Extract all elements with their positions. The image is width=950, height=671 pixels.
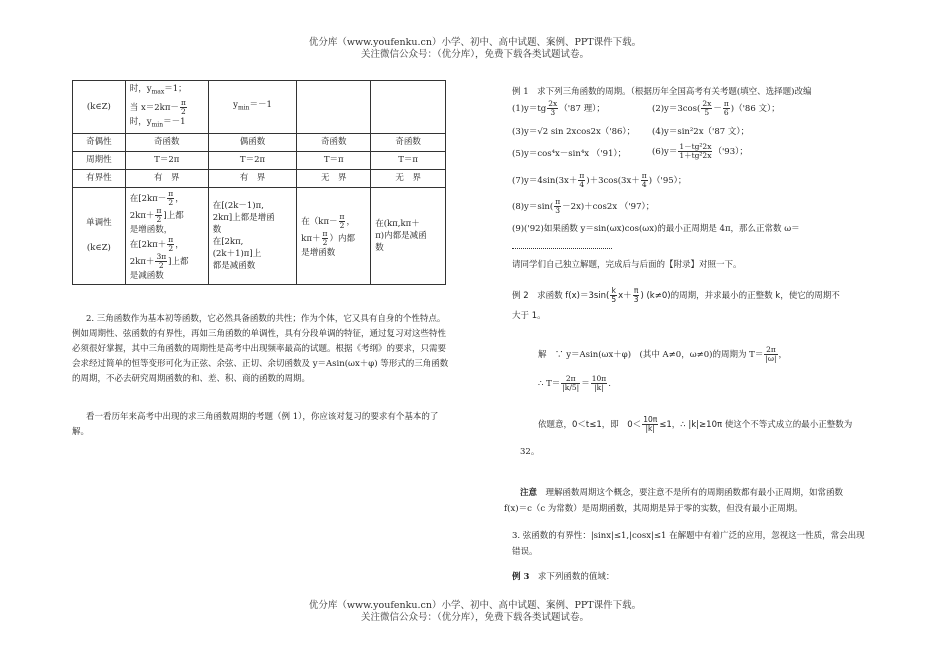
fraction: [180, 99, 187, 116]
fraction: [339, 213, 346, 230]
numerator: π: [180, 97, 186, 107]
right-column: [504, 0, 907, 671]
table-cell: [208, 81, 297, 134]
cell-text: ＝1；: [164, 84, 187, 94]
math-text: ＝: [581, 379, 590, 389]
footer-line-1: 优分库（www.youfenku.cn）小学、初中、高中试题、案例、PPT课件下载。: [308, 600, 642, 611]
example-text: 求下列函数的值域：: [537, 572, 615, 582]
example-1-item-7: [512, 172, 686, 189]
table-cell: [371, 188, 446, 285]
cell-text: 在[2kπ－: [129, 194, 167, 205]
example-1-item-4: (4)y＝sin²2x（'87 文）；: [652, 127, 750, 137]
cell-text: ]上都: [168, 257, 189, 268]
example-title: 例 3: [512, 572, 530, 582]
table-row: [73, 134, 446, 152]
cell-text: ＝－1: [163, 116, 186, 127]
cell-text: ）内都: [329, 234, 355, 245]
paragraph-text: 2. 三角函数作为基本初等函数，它必然具备函数的共性；作为个体，它又具有自身的个性特点。例如周期性、弦函数的有界性，再如三角函数的单调性，具有分段单调的特征，通过复习对这些特性必须很好掌握，其中三角函数的周期性是高考中出现频率最高的试题。根据《考纲》的要求，只需要会求经过简单的恒等变形可化为正弦、余弦、正切、余切函数及 y＝Asin(ωx＋φ) 等形式的三角函数的周期，不必去研究周期函数的和、差、积、商的函数的周期。: [72, 314, 449, 384]
row-label: 周期性: [73, 152, 126, 170]
numerator: 3π: [156, 252, 167, 262]
table-cell: 偶函数: [208, 134, 297, 152]
numerator: 1－tg²2x: [679, 142, 712, 151]
paragraph-3: [72, 410, 452, 440]
note-line-1: [520, 486, 843, 498]
numerator: π: [579, 171, 585, 180]
table-cell: T＝2π: [208, 152, 297, 170]
row-label: (k∈Z): [86, 243, 111, 254]
math-text: 解 ∵ y＝Asin(ωx＋φ) (其中 A≠0，ω≠0)的周期为 T＝: [538, 350, 764, 360]
math-text: )（'86 文）；: [730, 104, 780, 114]
example-1-item-9: (9)('92)如果函数 y＝sin(ωx)cos(ωx)的最小正周期是 4π，那么正常数 ω＝: [512, 224, 800, 234]
cell-line: 是增函数: [301, 248, 336, 259]
cell-line: 2kπ]上都是增函: [212, 213, 275, 224]
example-1-item-6: [652, 143, 748, 160]
cell-text: 在[2kπ＋: [129, 240, 167, 251]
note-title: 注意: [520, 488, 538, 498]
cell-text: 2kπ＋: [129, 211, 155, 222]
row-label: (k∈Z): [86, 101, 111, 112]
table-cell: T＝2π: [125, 152, 208, 170]
denominator: 3: [633, 295, 639, 304]
numerator: 2x: [548, 99, 558, 108]
example-1-item-3: (3)y＝√2 sin 2xcos2x（'86）；: [512, 127, 636, 137]
denominator: 2: [168, 198, 174, 208]
numerator: 10π: [591, 374, 607, 383]
cell-line: [130, 99, 204, 116]
fraction: [641, 172, 648, 189]
table-cell: 奇函数: [297, 134, 371, 152]
cell-line: 在(kπ,kπ＋: [375, 219, 420, 230]
math-text: －2x)＋cos2x （'97）；: [562, 202, 655, 212]
table-row: [73, 152, 446, 170]
cell-line: 在（kπ－ $\frac{\pi}{2}$ ，: [301, 212, 355, 231]
solution-line-1: 解 ∵ y＝Asin(ωx＋φ) (其中 A≠0，ω≠0)的周期为 T＝ $\frac{2\pi}{|\omega|}$ ，: [538, 345, 788, 363]
cell-text: 在（kπ－: [301, 217, 338, 228]
denominator: 5: [704, 108, 710, 117]
paragraph-2: [72, 312, 452, 387]
example-1-item-8: [512, 198, 654, 215]
table-cell: T＝π: [371, 152, 446, 170]
cell-line: [301, 230, 366, 247]
denominator: |k|: [645, 424, 655, 433]
numerator: 2π: [561, 375, 580, 384]
cell-text: 2kπ＋: [129, 257, 155, 268]
numerator: 10π: [643, 415, 658, 424]
math-text: (1)y＝tg: [512, 104, 547, 114]
row-label: 有界性: [73, 170, 126, 188]
table-cell: 奇函数: [371, 134, 446, 152]
math-text: x＋: [618, 291, 632, 301]
math-text: （'87 理）；: [559, 104, 605, 114]
table-cell: T＝π: [297, 152, 371, 170]
numerator: π: [339, 212, 345, 222]
example-2-line-2: 大于 1。: [512, 311, 546, 321]
cell-text: y: [233, 100, 238, 111]
example-1-item-2: [652, 100, 780, 117]
row-label: 奇偶性: [73, 134, 126, 152]
cell-line: π)内都是减函: [375, 231, 427, 242]
fraction: [547, 100, 558, 117]
solution-line-4: 32。: [520, 447, 540, 457]
math-text: 依题意，0＜t≤1，即 0＜: [538, 420, 642, 430]
example-1-item-1: [512, 100, 605, 117]
math-text: ∴ T＝: [538, 379, 561, 389]
fraction: [167, 236, 174, 253]
numerator: 2π: [766, 345, 776, 354]
math-text: (6)y＝: [652, 147, 678, 157]
table-cell: 有 界: [125, 170, 208, 188]
numerator: 2x: [702, 99, 712, 108]
math-text: （'93）；: [713, 147, 748, 157]
math-text: (7)y＝4sin(3x＋: [512, 176, 578, 186]
cell-text: min: [237, 105, 250, 113]
denominator: 4: [641, 180, 647, 189]
denominator: 2: [156, 215, 162, 225]
note-line-2: f(x)＝c（c 为常数）是周期函数，其周期是异于零的实数，但没有最小正周期。: [504, 504, 803, 514]
denominator: 4: [579, 180, 585, 189]
cell-text: kπ＋: [301, 234, 321, 245]
table-row: [73, 170, 446, 188]
header-line-2: 关注微信公众号：（优分库），免费下载各类试题试卷。: [360, 49, 589, 60]
cell-line: [130, 83, 204, 99]
denominator: 2: [322, 238, 328, 248]
numerator: π: [641, 171, 647, 180]
fraction: [764, 346, 777, 363]
numerator: π: [633, 286, 639, 295]
fraction: [322, 230, 329, 247]
fraction: [167, 190, 174, 207]
table-cell: 无 界: [371, 170, 446, 188]
example-1-item-5: (5)y＝cos⁴x－sin⁴x （'91）；: [512, 149, 627, 159]
table-cell: [125, 81, 208, 134]
table-cell: [371, 81, 446, 134]
note-text: 理解函数周期这个概念，要注意不是所有的周期函数都有最小正周期，如常函数: [545, 488, 844, 498]
denominator: 2: [158, 261, 164, 271]
table-row: [73, 81, 446, 134]
cell-line: 数: [375, 243, 384, 254]
table-cell: 无 界: [297, 170, 371, 188]
fraction: [554, 198, 561, 215]
denominator: 3: [550, 108, 556, 117]
table-cell: 有 界: [208, 170, 297, 188]
table-cell: [73, 81, 126, 134]
cell-text: max: [151, 88, 165, 96]
denominator: |k|: [594, 383, 604, 392]
math-text: ≤1，∴ |k|≥10π 使这个不等式成立的最小正整数为: [659, 420, 853, 430]
numerator: π: [555, 197, 561, 206]
fraction: [561, 375, 580, 392]
numerator: π: [723, 99, 729, 108]
numerator: π: [156, 206, 162, 216]
cell-line: 在[2kπ,: [212, 237, 244, 248]
math-text: (8)y＝sin(: [512, 202, 554, 212]
numerator: k: [611, 286, 616, 295]
math-text: (2)y＝3cos(: [652, 104, 701, 114]
row-label: 单调性: [86, 218, 112, 229]
denominator: 2: [168, 244, 174, 254]
cell-text: 时，y: [129, 116, 152, 127]
table-cell: [125, 188, 208, 285]
self-solve-prompt: 请同学们自己独立解题，完成后与后面的【附录】对照一下。: [512, 260, 742, 270]
spacer: [77, 230, 121, 242]
example-3-title: [512, 570, 614, 582]
cell-line: 在[2kπ＋ $\frac{\pi}{2}$ ，: [129, 235, 184, 254]
fraction: [701, 100, 712, 117]
cell-text: ]上都: [163, 211, 184, 222]
point-3-line-2: 错误。: [512, 547, 538, 557]
table-row: [73, 188, 446, 285]
table-cell: 奇函数: [125, 134, 208, 152]
denominator: |ω|: [765, 354, 777, 363]
solution-line-2: ∴ T＝ $\frac{2\pi}{|k/5|}$ ＝ $\frac{10\pi}{|k|}$ .: [538, 374, 611, 392]
cell-line: 都是减函数: [212, 261, 256, 272]
fraction: [610, 287, 617, 304]
answer-blank: [512, 240, 642, 250]
example-2-line-1: [512, 287, 840, 304]
cell-line: 在[2kπ－ $\frac{\pi}{2}$ ，: [129, 189, 184, 208]
math-text: 例 2 求函数 f(x)＝3sin(: [512, 291, 610, 301]
table-cell: [297, 188, 371, 285]
cell-text: 当 x＝2kπ－: [129, 102, 179, 113]
denominator: 6: [723, 108, 729, 117]
math-text: ) (k≠0)的周期，并求最小的正整数 k，使它的周期不: [640, 291, 840, 301]
header-line-1: 优分库（www.youfenku.cn）小学、初中、高中试题、案例、PPT课件下载。: [308, 37, 642, 48]
fraction: [591, 375, 607, 392]
example-1-title: 例 1 求下列三角函数的周期。（根据历年全国高考有关考题(填空、选择题)改编: [512, 87, 812, 97]
footer-line-2: 关注微信公众号：（优分库），免费下载各类试题试卷。: [360, 612, 589, 623]
math-text: －: [713, 104, 722, 114]
fraction: [678, 143, 712, 160]
table-cell: [208, 188, 297, 285]
trig-properties-table: [72, 80, 446, 285]
denominator: 3: [555, 206, 561, 215]
numerator: π: [322, 229, 328, 239]
fraction: [155, 207, 162, 224]
cell-text: 时，y: [129, 84, 152, 94]
fraction: [633, 287, 640, 304]
cell-text: ＝－1: [249, 100, 272, 111]
cell-line: [130, 253, 204, 270]
math-text: )＋3cos(3x＋: [586, 176, 640, 186]
cell-line: 数: [212, 225, 222, 236]
paragraph-text: 看一看历年来高考中出现的求三角函数周期的考题（例 1），你应该对复习的要求有个基本的了解。: [72, 412, 439, 437]
denominator: 1＋tg²2x: [679, 151, 712, 160]
page-footer: [0, 600, 950, 624]
point-3-line-1: 3. 弦函数的有界性：|sinx|≤1,|cosx|≤1 在解题中有着广泛的应用，忽视这一性质，常会出现: [512, 531, 865, 541]
cell-line: [130, 116, 204, 132]
denominator: |k/5|: [562, 383, 580, 392]
denominator: 2: [339, 221, 345, 231]
fraction: [155, 253, 167, 270]
fraction: [578, 172, 585, 189]
blank-line: [512, 240, 612, 249]
numerator: π: [168, 235, 174, 245]
cell-line: [130, 207, 204, 224]
solution-line-3: [538, 416, 852, 433]
fraction: [723, 100, 730, 117]
fraction: [642, 416, 658, 433]
denominator: 5: [611, 295, 617, 304]
cell-line: 是增函数，: [129, 225, 173, 236]
cell-text: min: [151, 121, 164, 129]
table-cell: [297, 81, 371, 134]
numerator: π: [168, 189, 174, 199]
cell-line: 是减函数: [129, 271, 164, 282]
cell-line: 在[(2k－1)π,: [212, 201, 264, 212]
denominator: 2: [181, 106, 186, 116]
cell-line: (2k＋1)π]上: [212, 249, 262, 260]
table-cell: [73, 188, 126, 285]
math-text: )（'95）；: [648, 176, 687, 186]
